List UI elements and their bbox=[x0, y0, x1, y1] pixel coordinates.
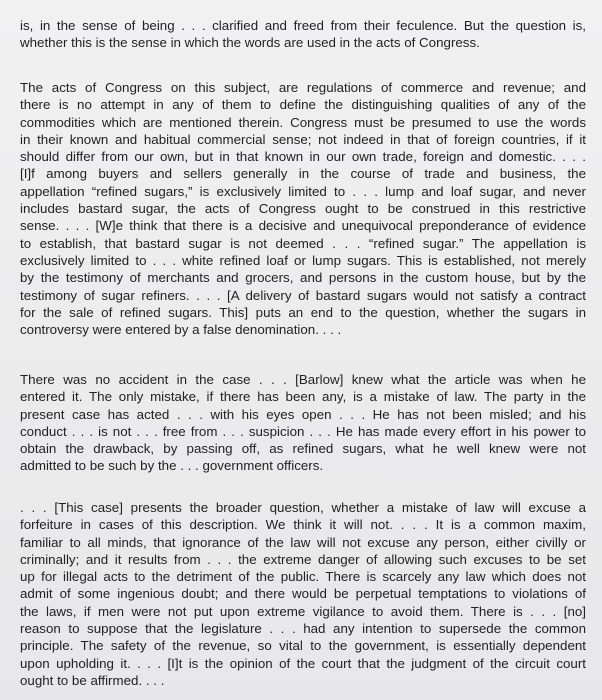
text-line: ought to be affirmed. . . . bbox=[20, 672, 165, 688]
paragraph-no-accident bbox=[20, 371, 586, 475]
text-line: includes bastard sugar, the acts of Congress ought to be construed in this restrictive bbox=[20, 201, 586, 217]
text-line: exclusively limited to . . . white refined loaf or lump sugars. This is established, not merely bbox=[20, 252, 586, 268]
text-line: conduct . . . is not . . . free from . . . suspicion . . . He has made every effort in his power to bbox=[20, 423, 586, 439]
text-line: criminally; and it results from . . . the extreme danger of allowing such excuses to be set bbox=[20, 551, 586, 567]
text-line: testimony of sugar refiners. . . . [A delivery of bastard sugars would not satisfy a contract bbox=[20, 287, 586, 303]
text-line: commodities which are mentioned therein. Congress must be presumed to use the words bbox=[20, 114, 586, 130]
text-line: appellation “refined sugars,” is exclusively limited to . . . lump and loaf sugar, and never bbox=[20, 183, 586, 199]
text-line: . . . [This case] presents the broader question, whether a mistake of law will excuse a bbox=[20, 500, 586, 515]
text-line: admitted to be such by the . . . government officers. bbox=[20, 458, 324, 474]
text-line: is, in the sense of being . . . clarified and freed from their feculence. But the question is, bbox=[20, 18, 586, 33]
text-line: There was no accident in the case . . . [Barlow] knew what the article was when he bbox=[20, 372, 586, 387]
text-line: by the testimony of merchants and grocers, and persons in the custom house, but by the bbox=[20, 270, 586, 286]
text-line: present case has acted . . . with his eyes open . . . He has not been misled; and his bbox=[20, 406, 586, 422]
text-line: reason to suppose that the legislature . . . had any intention to supersede the common bbox=[20, 621, 586, 637]
text-line: entered it. The only mistake, if there has been any, is a mistake of law. The party in the bbox=[20, 389, 586, 405]
text-line: to establish, that bastard sugar is not deemed . . . “refined sugar.” The appellation is bbox=[20, 235, 586, 251]
paragraph-fragment-opening bbox=[20, 17, 586, 52]
text-line: controversy were entered by a false denomination. . . . bbox=[20, 322, 342, 338]
text-line: in their known and habitual commercial sense; not indeed in that of foreign countries, if it bbox=[20, 131, 586, 147]
text-line: [I]f among buyers and sellers generally in the course of trade and business, the bbox=[20, 166, 586, 182]
text-line: admit of some ingenious doubt; and there would be perpetual temptations to violations of bbox=[20, 586, 586, 602]
text-line: The acts of Congress on this subject, are regulations of commerce and revenue; and bbox=[20, 80, 586, 95]
text-line: whether this is the sense in which the words are used in the acts of Congress. bbox=[20, 35, 480, 51]
text-line: up for illegal acts to the detriment of the public. There is scarcely any law which does not bbox=[20, 569, 586, 585]
text-line: sense. . . . [W]e think that there is a decisive and unequivocal preponderance of evidence bbox=[20, 218, 586, 234]
text-line: the laws, if men were not put upon extreme vigilance to avoid them. There is . . . [no] bbox=[20, 603, 586, 619]
text-line: obtain the drawback, by passing off, as refined sugars, what he well knew were not bbox=[20, 441, 586, 457]
text-line: should differ from our own, but in that known in our own trade, foreign and domestic. . . . bbox=[20, 149, 586, 165]
text-line: there is no attempt in any of them to define the distinguishing qualities of any of the bbox=[20, 97, 586, 113]
text-line: for the sale of refined sugars. This] puts an end to the question, whether the sugars in bbox=[20, 304, 586, 320]
text-line: upon upholding it. . . . [I]t is the opinion of the court that the judgment of the circuit court bbox=[20, 655, 586, 671]
paragraph-mistake-of-law bbox=[20, 499, 586, 689]
text-line: principle. The safety of the revenue, so vital to the government, is essentially dependent bbox=[20, 638, 586, 654]
text-line: forfeiture in cases of this description. We think it will not. . . . It is a common maxim, bbox=[20, 517, 586, 533]
text-line: familiar to all minds, that ignorance of the law will not excuse any person, either civilly or bbox=[20, 534, 586, 550]
paragraph-acts-of-congress bbox=[20, 79, 586, 338]
